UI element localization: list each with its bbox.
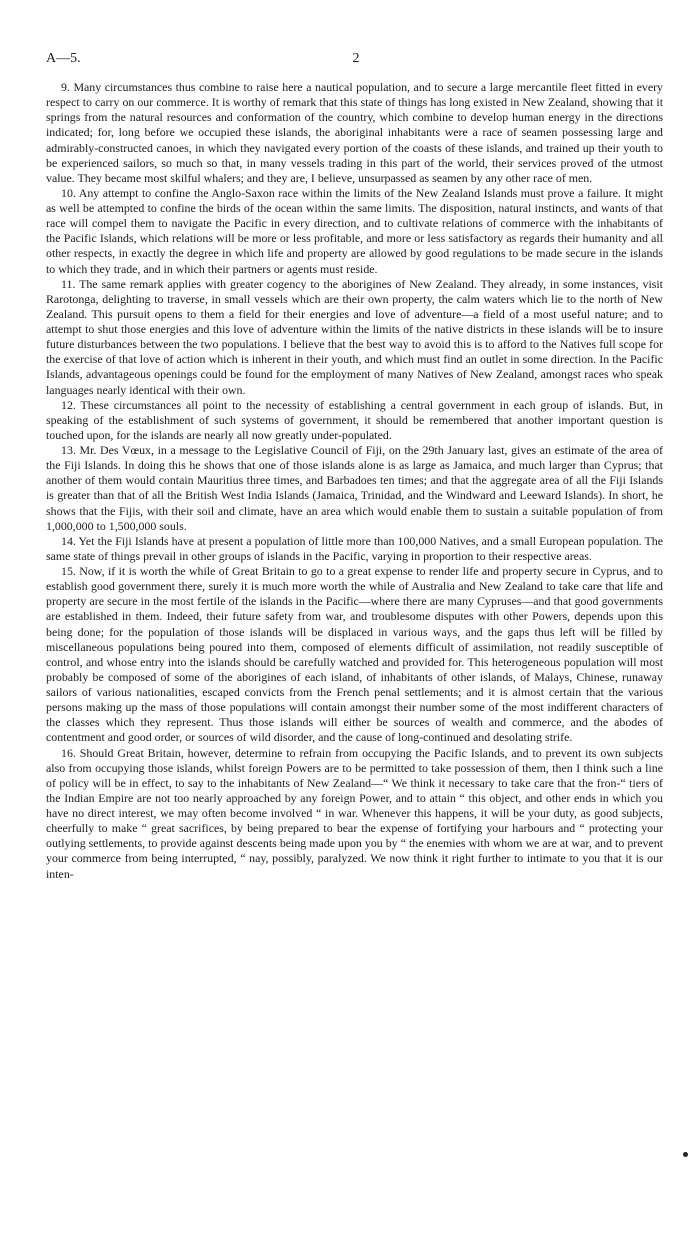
margin-ink-dot	[683, 1152, 688, 1157]
paragraph-13: 13. Mr. Des Vœux, in a message to the Legislative Council of Fiji, on the 29th January last, gives an estimate of the area of the Fiji Islands. In doing this he shows that one of those islands alone is as large as Jamaica, and much larger than Cyprus; that another of them would contain Mauritius three times, and Barbadoes ten times; and that the aggregate area of all the Fiji Islands is greater than that of all the British West India Islands (Jamaica, Trinidad, and the Windward and Leeward Islands). In short, he shows that the Fijis, with their soil and climate, have an area which would enable them to sustain a suitable population of from 1,000,000 to 1,500,000 souls.	[46, 443, 663, 533]
paragraph-10: 10. Any attempt to confine the Anglo-Saxon race within the limits of the New Zealand Islands must prove a failure. It might as well be attempted to confine the birds of the ocean within the same limits. The disposition, natural instincts, and wants of that race will compel them to navigate the Pacific in every direction, and to cultivate relations of commerce with the inhabitants of the Pacific Islands, which relations will be more or less profitable, and more or less satisfactory as regards their humanity and all other respects, in exactly the degree in which life and property are allowed by good regulations to be made secure in the islands to which they trade, and in which their partners or agents must reside.	[46, 185, 663, 276]
paragraph-15: 15. Now, if it is worth the while of Great Britain to go to a great expense to render life and property secure in Cyprus, and to establish good government there, surely it is much more worth the while of Australia and New Zealand to take care that life and property are secure in the most fertile of the islands in the Pacific—where there are many Cypruses—and that good governments are established in them. Indeed, their future safety from war, and troublesome disputes with other Powers, depends upon this being done; for the population of those islands will be displaced in various ways, and the gaps thus left will be filled by miscellaneous populations being poured into them, composed of elements difficult of assimilation, not readily susceptible of control, and whose entry into the islands should be carefully watched and provided for. This heterogeneous population will most probably be composed of some of the aborigines of each island, of inhabitants of other islands, of Malays, Chinese, runaway sailors of various nationalities, escaped convicts from the French penal settlements; and it is almost certain that the various persons making up the mass of those populations will contain amongst their number some of the most indifferent characters of the classes which they represent. Thus those islands will either be sources of wealth and commerce, and the abodes of contentment and good order, or sources of wild disorder, and the cause of long-continued and desolating strife.	[46, 564, 663, 745]
paragraph-14: 14. Yet the Fiji Islands have at present a population of little more than 100,000 Natives, and a small European population. The same state of things prevail in other groups of islands in the Pacific, varying in proportion to their respective areas.	[46, 533, 663, 563]
document-body	[46, 80, 663, 882]
paragraph-12: 12. These circumstances all point to the necessity of establishing a central government in each group of islands. But, in speaking of the establishment of such systems of government, it should be remembered that another important question is touched upon, for the islands are nearly all now greatly under-populated.	[46, 397, 663, 442]
paragraph-9: 9. Many circumstances thus combine to raise here a nautical population, and to secure a large mercantile fleet fitted in every respect to carry on our commerce. It is worthy of remark that this state of things has long existed in New Zealand, showing that it springs from the natural resources and conformation of the country, which combine to develop human energy in the directions indicated; for, long before we occupied these islands, the aboriginal inhabitants were a race of seamen possessing large and admirably-constructed canoes, in which they navigated every portion of the coasts of these islands, and trained up their youth to be experienced sailors, so much so that, in many vessels trading in this part of the world, their services proved of the utmost value. They became most skilful whalers; and they are, I believe, unsurpassed as seamen by any other race of men.	[46, 80, 663, 185]
document-reference: A—5.	[46, 51, 81, 66]
page-header	[46, 50, 658, 68]
paragraph-11: 11. The same remark applies with greater cogency to the aborigines of New Zealand. They already, in some instances, visit Rarotonga, delighting to traverse, in small vessels which are their own property, the calm waters which lie to the north of New Zealand. This pursuit opens to them a field for their energies and love of adventure—a field of a most useful nature; and to attempt to shut those energies and this love of adventure within the limits of the native districts in these islands will be to insure future disturbances between the two populations. I believe that the best way to avoid this is to afford to the Natives full scope for the exercise of that love of action which is inherent in their youth, and which must find an outlet in some direction. In the Pacific Islands, advantageous openings could be found for the employment of many Natives of New Zealand, amongst races who speak languages nearly identical with their own.	[46, 276, 663, 397]
page-number: 2	[352, 51, 360, 66]
paragraph-16: 16. Should Great Britain, however, determine to refrain from occupying the Pacific Islands, and to prevent its own subjects also from occupying those islands, whilst foreign Powers are to be permitted to take possession of them, then I think such a line of policy will be in effect, to say to the inhabitants of New Zealand—“ We think it necessary to take care that the fron-“ tiers of the Indian Empire are not too nearly approached by any foreign Power, and to attain “ this object, and other ends in which you have no direct interest, we may often become involved “ in war. Whenever this happens, it will be your duty, as good subjects, cheerfully to make “ great sacrifices, by being prepared to bear the expense of fortifying your harbours and “ protecting your outlying settlements, to provide against descents being made upon you by “ the enemies with whom we are at war, and to prevent your commerce from being interrupted, “ nay, possibly, paralyzed. We now think it right further to intimate to you that it is our inten-	[46, 745, 663, 881]
